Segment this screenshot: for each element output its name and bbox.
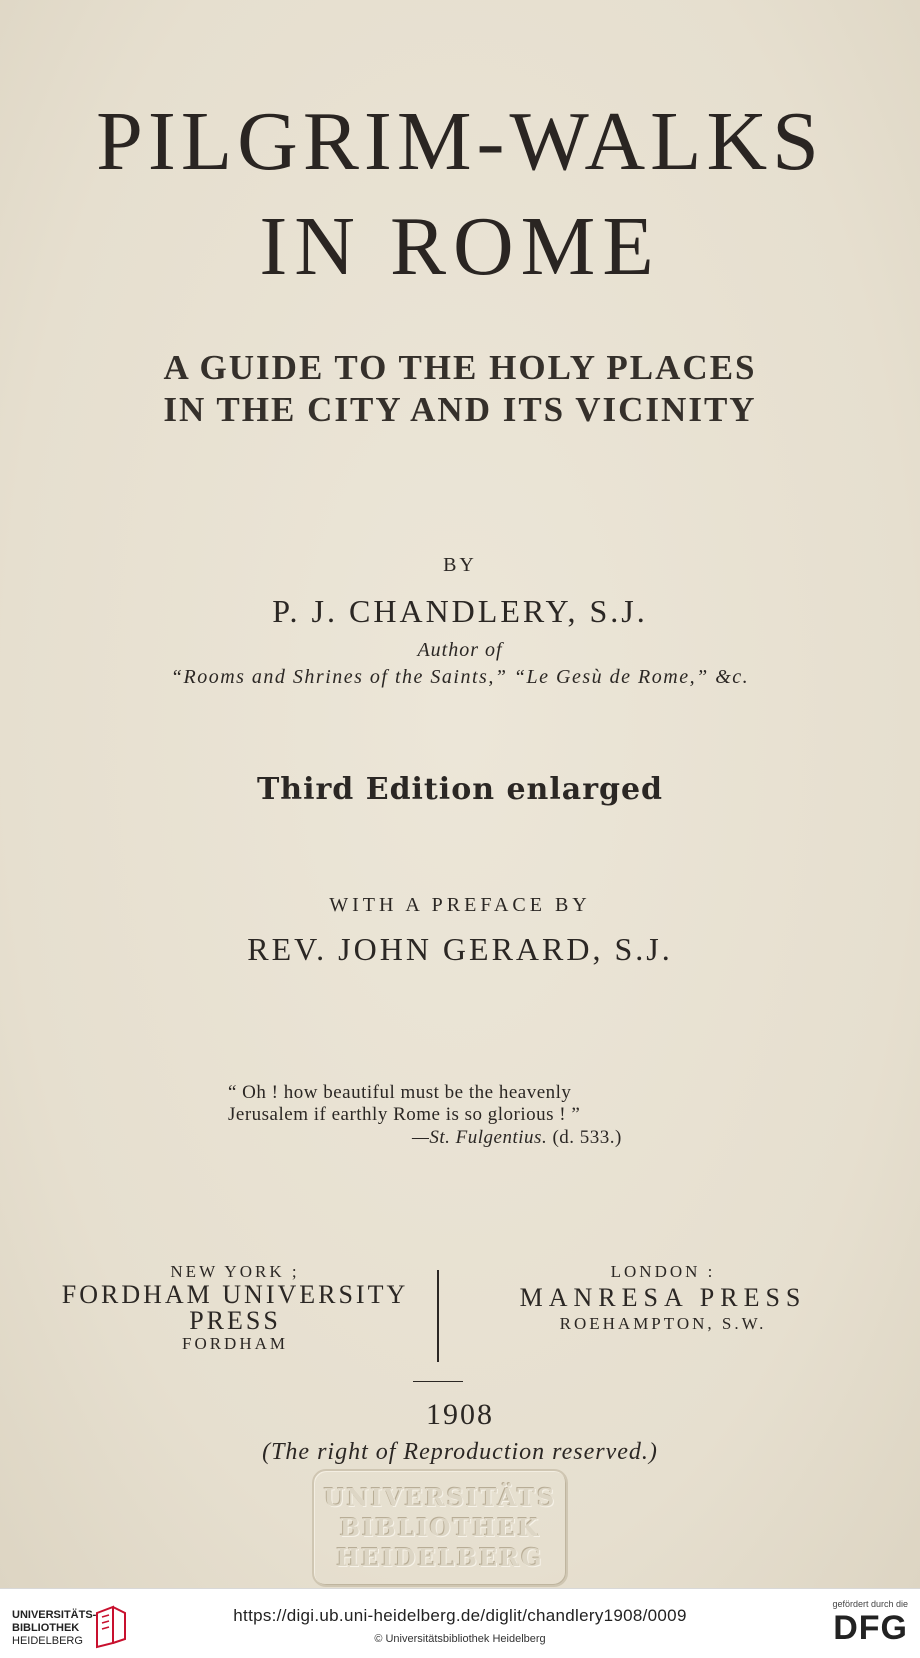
imprint-left-publisher-2: PRESS [189, 1306, 281, 1336]
funded-by-label: gefördert durch die [832, 1599, 908, 1609]
imprint-right-place: ROEHAMPTON, S.W. [559, 1313, 767, 1333]
subtitle-line-2: IN THE CITY AND ITS VICINITY [163, 390, 757, 429]
rights-note: (The right of Reproduction reserved.) [262, 1439, 658, 1465]
imprint-right-city: LONDON : [610, 1262, 716, 1281]
library-embossed-stamp: UNIVERSITÄTS BIBLIOTHEK HEIDELBERG [312, 1469, 568, 1587]
quote-attribution [412, 1127, 622, 1149]
library-name-1: UNIVERSITÄTS- [12, 1609, 97, 1621]
imprint-left-city: NEW YORK ; [170, 1262, 300, 1281]
imprint-london [448, 1262, 878, 1334]
preface-label: WITH A PREFACE BY [329, 894, 591, 916]
title-line-1: PILGRIM-WALKS [96, 95, 824, 188]
subtitle-line-1: A GUIDE TO THE HOLY PLACES [163, 348, 757, 387]
preface-author: REV. JOHN GERARD, S.J. [247, 931, 673, 967]
imprint-left-publisher-1: FORDHAM UNIVERSITY [61, 1280, 409, 1310]
publication-year: 1908 [426, 1398, 494, 1431]
viewer-footer [0, 1588, 920, 1658]
dfg-logo[interactable]: DFG [833, 1609, 908, 1647]
by-label: BY [443, 554, 477, 576]
author-name: P. J. CHANDLERY, S.J. [272, 593, 648, 629]
quote-line-2: Jerusalem if earthly Rome is so glorious ! ” [228, 1104, 581, 1125]
library-name-3: HEIDELBERG [12, 1635, 83, 1648]
quote-line-1: “ Oh ! how beautiful must be the heavenly [228, 1082, 572, 1103]
imprint-new-york [40, 1262, 430, 1355]
edition-note: Third Edition enlarged [256, 772, 664, 807]
title-line-2: IN ROME [259, 200, 661, 293]
page-url[interactable]: https://digi.ub.uni-heidelberg.de/diglit/chandlery1908/0009 [233, 1606, 687, 1625]
year-rule [413, 1381, 463, 1382]
author-works: “Rooms and Shrines of the Saints,” “Le Gesù de Rome,” &c. [170, 666, 750, 688]
author-of-label: Author of [417, 639, 503, 661]
quote-attribution-name: —St. Fulgentius. [412, 1127, 548, 1148]
copyright-notice: © Universitätsbibliothek Heidelberg [374, 1633, 546, 1645]
imprint-divider [437, 1270, 439, 1362]
quote-attribution-date: (d. 533.) [552, 1127, 622, 1148]
imprint-left-place: FORDHAM [181, 1334, 289, 1354]
imprint-right-publisher: MANRESA PRESS [519, 1283, 807, 1313]
library-name-2: BIBLIOTHEK [12, 1622, 80, 1635]
